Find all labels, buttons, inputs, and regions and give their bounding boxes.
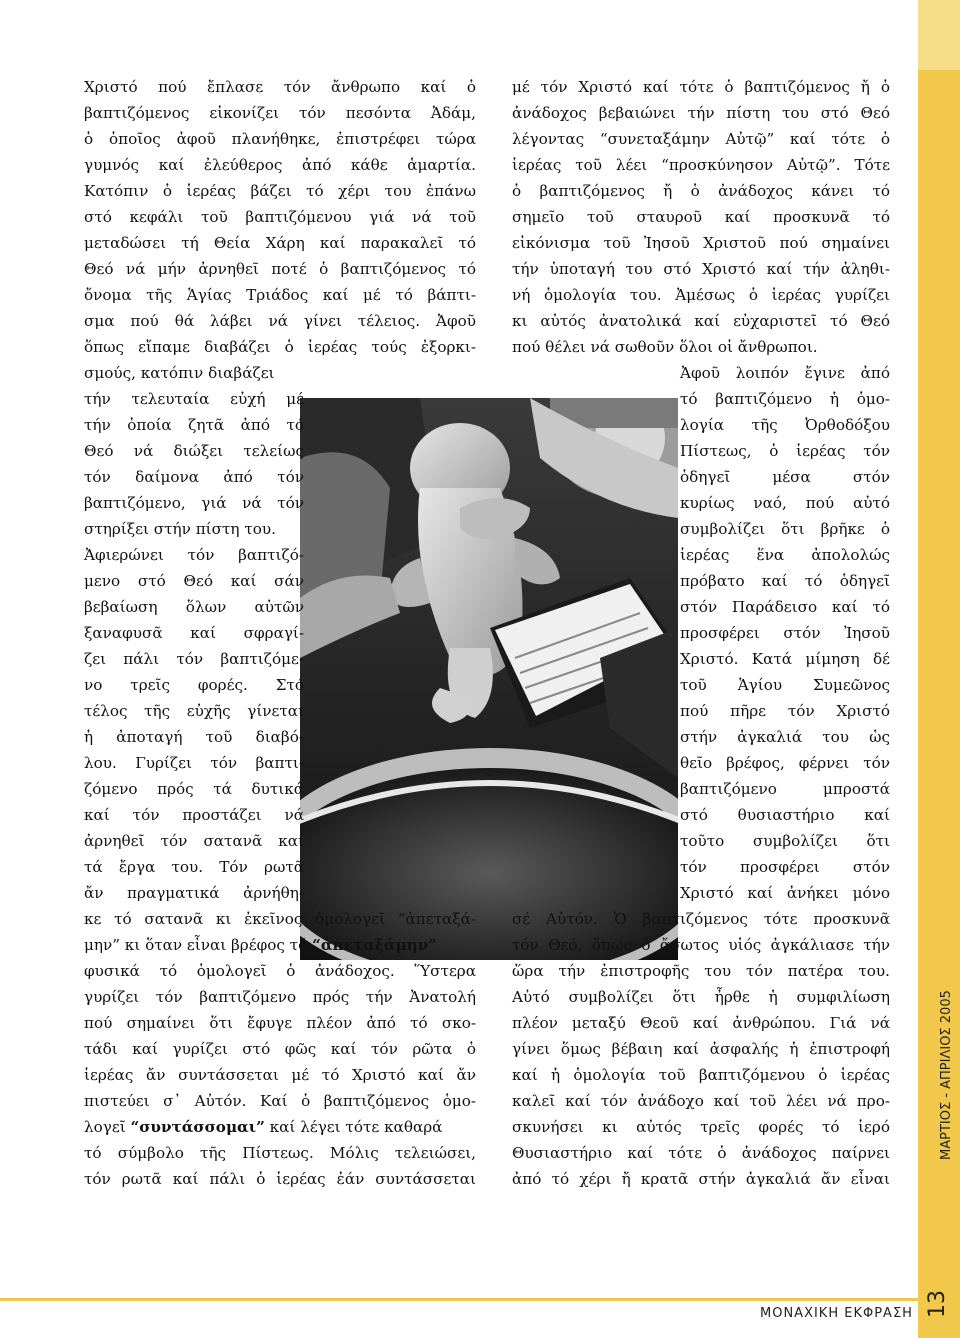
text-line: βεβαίωση ὅλων αὐτῶν xyxy=(84,598,304,616)
text-span: καί λέγει τότε καθαρά xyxy=(269,1118,443,1136)
text-line: Πίστεως, ὁ ἱερέας τόν xyxy=(680,442,890,460)
baptism-photo xyxy=(300,398,678,960)
text-line: Θεό νά διώξει τελείως xyxy=(84,442,304,460)
text-line: εἰκόνισμα τοῦ Ἰησοῦ Χριστοῦ πού σημαίνει xyxy=(512,234,890,252)
text-line: σκυνήσει κι αὐτός τρεῖς φορές τό ἱερό xyxy=(512,1118,890,1136)
text-line: καλεῖ καί τόν ἀνάδοχο καί τοῦ λέει νά προ- xyxy=(512,1092,890,1110)
footer-stripe xyxy=(0,1298,918,1301)
text-line: στό θυσιαστήριο καί xyxy=(680,806,890,824)
text-line: Χριστό. Κατά μίμηση δέ xyxy=(680,650,890,668)
text-line: Ἀφοῦ λοιπόν ἔγινε ἀπό xyxy=(680,364,890,382)
text-line: ἱερέας ἕνα ἀπολολώς xyxy=(680,546,890,564)
text-line: κι αὐτός ἀνατολικά καί εὐχαριστεῖ τό Θεό xyxy=(512,312,890,330)
text-line: λου. Γυρίζει τόν βαπτι- xyxy=(84,754,304,772)
text-line: μενο στό Θεό καί σάν xyxy=(84,572,304,590)
text-line: ζόμενο πρός τά δυτικά xyxy=(84,780,304,798)
text-line: φυσικά τό ὁμολογεῖ ὁ ἀνάδοχος. Ὕστερα xyxy=(84,962,476,980)
text-line: ξαναφυσᾶ καί σφραγί- xyxy=(84,624,304,642)
baptism-photo-drawing xyxy=(300,398,678,960)
text-line: μεταδώσει τή Θεία Χάρη καί παρακαλεῖ τό xyxy=(84,234,476,252)
text-line: τήν ὁποία ζητᾶ ἀπό τό xyxy=(84,416,304,434)
issue-date: ΜΑΡΤΙΟΣ - ΑΠΡΙΛΙΟΣ 2005 xyxy=(939,990,954,1160)
text-line: τάδι καί γυρίζει στό φῶς καί τόν ρῶτα ὁ xyxy=(84,1040,476,1058)
text-line: καί τόν προστάζει νά xyxy=(84,806,304,824)
text-line: σέ Αὐτόν. Ὁ βαπτιζόμενος τότε προσκυνᾶ xyxy=(512,910,890,928)
text-line: καί ἡ ὁμολογία τοῦ βαπτιζόμενου ὁ ἱερέας xyxy=(512,1066,890,1084)
text-line: ἱερέας τοῦ λέει “προσκύνησον Αὐτῷ”. Τότε xyxy=(512,156,890,174)
text-line: ἱερέας ἄν συντάσσεται μέ τό Χριστό καί ἄν xyxy=(84,1066,476,1084)
text-line: πλέον μεταξύ Θεοῦ καί ἀνθρώπου. Γιά νά xyxy=(512,1014,890,1032)
text-line: πρόβατο καί τό ὁδηγεῖ xyxy=(680,572,890,590)
text-line: Χριστό πού ἔπλασε τόν ἄνθρωπο καί ὁ xyxy=(84,78,476,96)
bold-term-apetaxamin: “ἀπεταξάμην” xyxy=(312,936,437,954)
text-line: τό σύμβολο τῆς Πίστεως. Μόλις τελειώσει, xyxy=(84,1144,476,1162)
text-line: Θεό νά μήν ἀρνηθεῖ ποτέ ὁ βαπτιζόμενος τό xyxy=(84,260,476,278)
text-line: νή ὁμολογία του. Ἀμέσως ὁ ἱερέας γυρίζει xyxy=(512,286,890,304)
text-line: βαπτιζόμενο, γιά νά τόν xyxy=(84,494,304,512)
text-line: λογία τῆς Ὀρθοδόξου xyxy=(680,416,890,434)
text-line: πού πῆρε τόν Χριστό xyxy=(680,702,890,720)
text-line-with-bold xyxy=(84,1114,476,1140)
text-line: τέλος τῆς εὐχῆς γίνεται xyxy=(84,702,304,720)
text-line: Αὐτό συμβολίζει ὅτι ἦρθε ἡ συμφιλίωση xyxy=(512,988,890,1006)
magazine-title: ΜΟΝΑΧΙΚΗ ΕΚΦΡΑΣΗ xyxy=(760,1306,913,1321)
text-line: νο τρεῖς φορές. Στό xyxy=(84,676,304,694)
text-line: θεῖο βρέφος, φέρνει τόν xyxy=(680,754,890,772)
side-accent-bar-top xyxy=(918,0,960,70)
text-line: λέγοντας “συνεταξάμην Αὐτῷ” καί τότε ὁ xyxy=(512,130,890,148)
text-line: τόν ρωτᾶ καί πάλι ὁ ἱερέας ἐάν συντάσσεται xyxy=(84,1170,476,1188)
text-line: στόν Παράδεισο καί τό xyxy=(680,598,890,616)
text-line-with-bold xyxy=(84,932,476,958)
text-line: στηρίξει στήν πίστη του. xyxy=(84,520,276,538)
text-line: ὁ ὁποῖος ἀφοῦ πλανήθηκε, ἐπιστρέφει τώρα xyxy=(84,130,476,148)
text-line: ὁδηγεῖ μέσα στόν xyxy=(680,468,890,486)
text-line: γίνει ὅμως βέβαιη καί ἀσφαλής ἡ ἐπιστροφή xyxy=(512,1040,890,1058)
text-line: ἀπό τό χέρι ἤ κρατᾶ στήν ἀγκαλιά ἄν εἶναι xyxy=(512,1170,890,1188)
text-line: τήν ὑποταγή του στό Χριστό καί τήν ἀληθι- xyxy=(512,260,890,278)
text-line: σημεῖο τοῦ σταυροῦ καί προσκυνᾶ τό xyxy=(512,208,890,226)
text-line: συμβολίζει ὅτι βρῆκε ὁ xyxy=(680,520,890,538)
page-number: 13 xyxy=(925,1290,950,1318)
text-line: ὥρα τήν ἐπιστροφῆς του τόν πατέρα του. xyxy=(512,962,890,980)
text-line: ἀρνηθεῖ τόν σατανᾶ καί xyxy=(84,832,304,850)
text-line: βαπτιζόμενο μπροστά xyxy=(680,780,890,798)
text-line: γυρίζει τόν βαπτιζόμενο πρός τήν Ἀνατολή xyxy=(84,988,476,1006)
text-line: τόν δαίμονα ἀπό τόν xyxy=(84,468,304,486)
text-line: Θυσιαστήριο καί τότε ὁ ἀνάδοχος παίρνει xyxy=(512,1144,890,1162)
text-line: Κατόπιν ὁ ἱερέας βάζει τό χέρι του ἐπάνω xyxy=(84,182,476,200)
bold-term-syntassomai: “συντάσσομαι” xyxy=(130,1118,265,1136)
text-line: μέ τόν Χριστό καί τότε ὁ βαπτιζόμενος ἤ ὁ xyxy=(512,78,890,96)
text-line: Χριστό καί ἀνήκει μόνο xyxy=(680,884,890,902)
text-line: τοῦτο συμβολίζει ὅτι xyxy=(680,832,890,850)
text-line: ὅπως εἴπαμε διαβάζει ὁ ἱερέας τούς ἐξορκι- xyxy=(84,338,476,356)
text-line: τήν τελευταία εὐχή μέ xyxy=(84,390,304,408)
text-line: τόν Θεό, ὅπως ὁ ἄσωτος υἱός ἀγκάλιασε τήν xyxy=(512,936,890,954)
text-line: ἄν πραγματικά ἀρνήθη- xyxy=(84,884,304,902)
text-line: ἡ ἀποταγή τοῦ διαβό- xyxy=(84,728,304,746)
text-line: σμούς, κατόπιν διαβάζει xyxy=(84,364,275,382)
text-line: σμα πού θά λάβει νά γίνει τέλειος. Ἀφοῦ xyxy=(84,312,476,330)
text-line: τόν προσφέρει στόν xyxy=(680,858,890,876)
text-line: προσφέρει στόν Ἰησοῦ xyxy=(680,624,890,642)
text-line: κε τό σατανᾶ κι ἐκεῖνος ὁμολογεῖ “ἀπεταξά- xyxy=(84,910,476,928)
text-line: πιστεύει σ᾽ Αὐτόν. Καί ὁ βαπτιζόμενος ὁμο- xyxy=(84,1092,476,1110)
text-line: κυρίως ναό, πού αὐτό xyxy=(680,494,890,512)
text-line: πού σημαίνει ὅτι ἔφυγε πλέον ἀπό τό σκο- xyxy=(84,1014,476,1032)
text-span: λογεῖ xyxy=(84,1118,126,1136)
text-line: γυμνός καί ἐλεύθερος ἀπό κάθε ἁμαρτία. xyxy=(84,156,476,174)
text-line: τά ἔργα του. Τόν ρωτᾶ xyxy=(84,858,304,876)
text-span: μην” κι ὅταν εἶναι βρέφος τό xyxy=(84,936,308,954)
text-line: πού θέλει νά σωθοῦν ὅλοι οἱ ἄνθρωποι. xyxy=(512,338,818,356)
text-line: ὁ βαπτιζόμενος ἤ ὁ ἀνάδοχος κάνει τό xyxy=(512,182,890,200)
text-line: τό βαπτιζόμενο ἡ ὁμο- xyxy=(680,390,890,408)
text-line: τοῦ Ἁγίου Συμεῶνος xyxy=(680,676,890,694)
text-line: Ἀφιερώνει τόν βαπτιζό- xyxy=(84,546,304,564)
text-line: ζει πάλι τόν βαπτιζόμε- xyxy=(84,650,304,668)
text-line: ὄνομα τῆς Ἁγίας Τριάδος καί μέ τό βάπτι- xyxy=(84,286,476,304)
text-line: στήν ἀγκαλιά του ὡς xyxy=(680,728,890,746)
text-line: στό κεφάλι τοῦ βαπτιζόμενου γιά νά τοῦ xyxy=(84,208,476,226)
text-line: ἀνάδοχος βεβαιώνει τήν πίστη του στό Θεό xyxy=(512,104,890,122)
text-line: βαπτιζόμενος εἰκονίζει τόν πεσόντα Ἀδάμ, xyxy=(84,104,476,122)
